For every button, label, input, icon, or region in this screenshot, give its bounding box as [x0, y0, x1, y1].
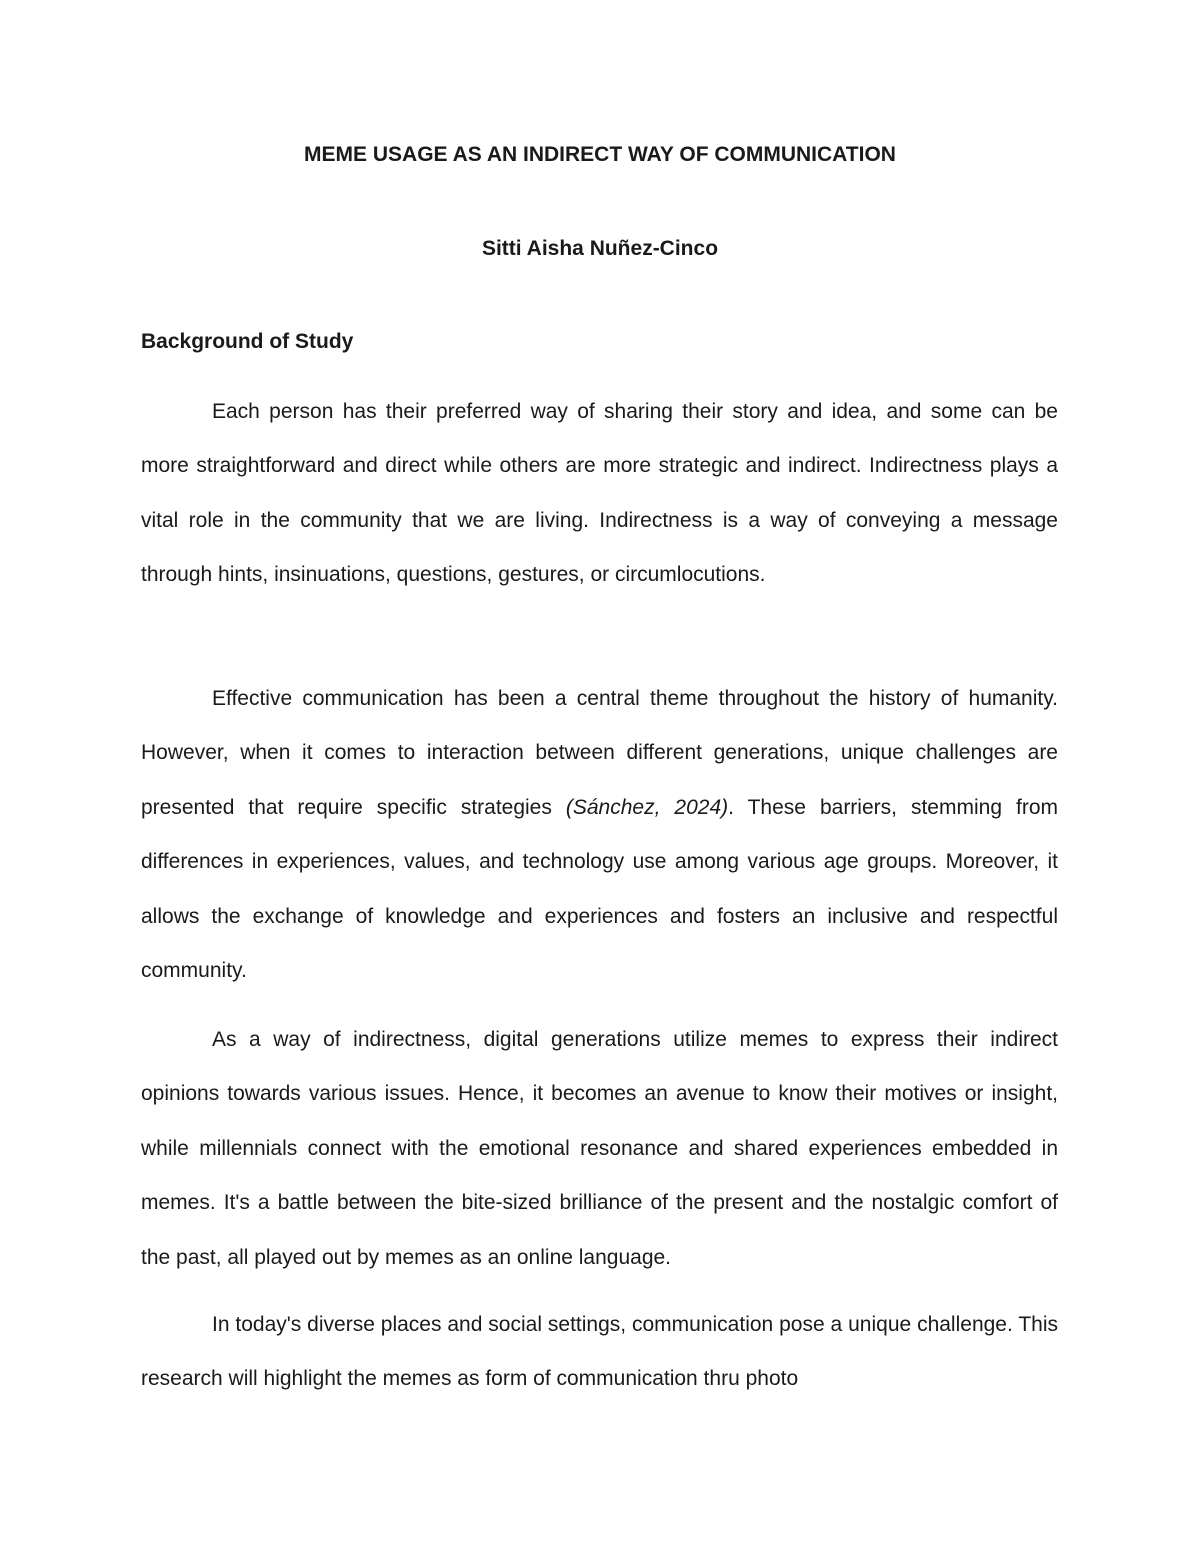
section-heading: Background of Study [141, 330, 354, 353]
paragraph-2 [141, 672, 1058, 998]
paragraph-4: In today's diverse places and social settings, communication pose a unique challenge. This research will highlight the memes as form of communication thru photo [141, 1313, 1058, 1391]
document-title: MEME USAGE AS AN INDIRECT WAY OF COMMUNICATION [304, 143, 896, 166]
author-name: Sitti Aisha Nuñez-Cinco [481, 237, 719, 260]
paragraph-3: As a way of indirectness, digital generations utilize memes to express their indirect opinions towards various issues. Hence, it becomes an avenue to know their motives or insight, while millennials connect with the emotional resonance and shared experiences embedded in memes. It's a battle between the bite-sized brilliance of the present and the nostalgic comfort of the past, all played out by memes as an online language. [141, 1028, 1058, 1269]
paragraph-1: Each person has their preferred way of sharing their story and idea, and some can be more straightforward and direct while others are more strategic and indirect. Indirectness plays a vital role in the community that we are living. Indirectness is a way of conveying a message through hints, insinuations, questions, gestures, or circumlocutions. [141, 400, 1058, 587]
paragraph-2-text-before: Effective communication has been a central theme throughout the history of humanity. However, when it comes to interaction between different generations, unique challenges are presented that require specific strategies [141, 687, 1058, 819]
paragraph-2-text-after: . These barriers, stemming from differences in experiences, values, and technology use among various age groups. Moreover, it allows the exchange of knowledge and experiences and fosters an inclusive and respectful community. [141, 795, 1058, 983]
citation: (Sánchez, 2024) [565, 795, 729, 819]
